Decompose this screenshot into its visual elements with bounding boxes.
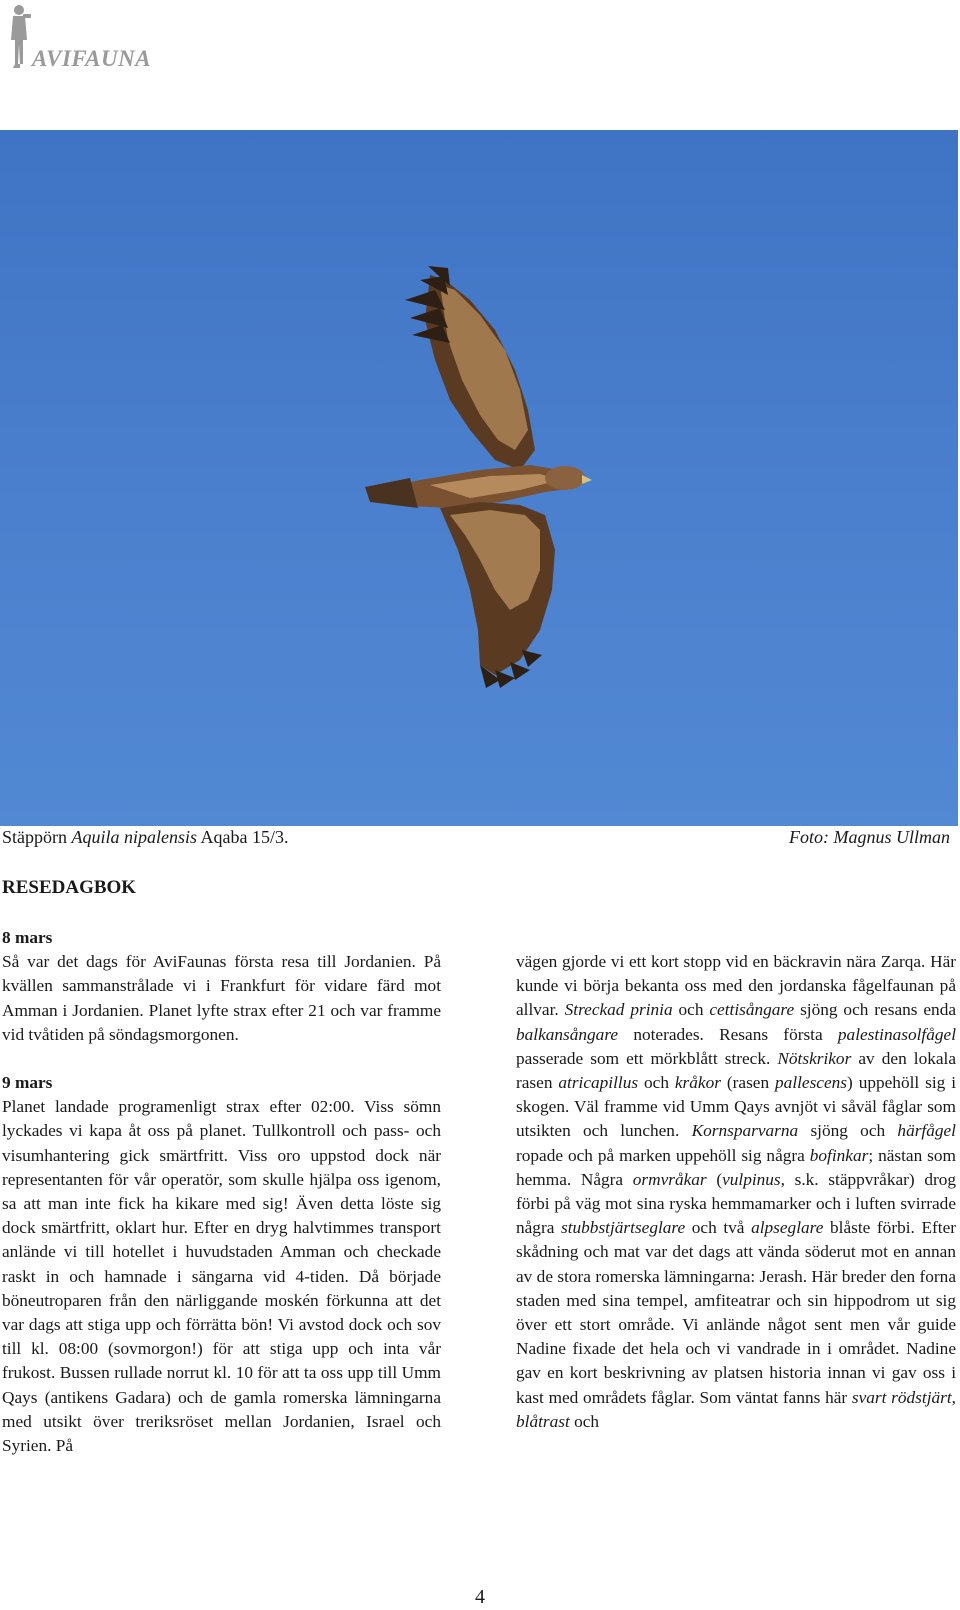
page-number: 4	[475, 1586, 485, 1608]
right-column	[516, 950, 956, 1434]
birdwatcher-silhouette-icon	[4, 2, 34, 72]
day-heading-8-mars: 8 mars	[2, 928, 53, 947]
photo-caption	[2, 827, 950, 848]
right-column-text: vägen gjorde vi ett kort stopp vid en bäckravin nära Zarqa. Här kunde vi börja bekanta oss med den jordanska fågelfaunan på allvar. Streckad prinia och cettisångare sjöng och resans enda balkansångare noterades. Resans första palestinasolfågel passerade som ett mörkblått streck. Nötskrikor av den lokala rasen atricapillus och kråkor (rasen pallescens) uppehöll sig i skogen. Väl framme vid Umm Qays avnjöt vi såväl fåglar som utsikten och lunchen. Kornsparvarna sjöng och härfågel ropade och på marken uppehöll sig några bofinkar; nästan som hemma. Några ormvråkar (vulpinus, s.k. stäppvråkar) drog förbi på väg mot sina ryska hemmamarker och i luften svirrade några stubbstjärtseglare och två alpseglare blåste förbi. Efter skådning och mat var det dags att vända söderut mot en annan av de stora romerska lämningarna: Jerash. Här breder den forna staden med sina tempel, amfiteatrar och sin hippodrom ut sig över ett stort område. Vi anlände något sent men vår guide Nadine fixade det hela och vi vandrade in i området. Nadine gav en kort beskrivning av platsen historia innan vi gav oss i kast med områdets fåglar. Som väntat fanns här svart rödstjärt, blåtrast och	[516, 952, 957, 1431]
eagle-photo	[0, 130, 958, 826]
caption-common-name: Stäppörn	[2, 827, 67, 847]
caption-scientific-name: Aquila nipalensis	[71, 827, 197, 847]
eagle-in-flight-icon	[0, 130, 958, 826]
day-heading-9-mars: 9 mars	[2, 1073, 53, 1093]
avifauna-logo	[4, 2, 174, 74]
photo-credit: Foto: Magnus Ullman	[789, 827, 950, 847]
logo-text: AVIFAUNA	[32, 46, 152, 71]
day-text-9-mars: Planet landade programenligt strax efter 02:00. Viss sömn lyckades vi kapa åt oss på planet. Tullkontroll och pass- och visumhantering gick smärtfritt. Viss oro uppstod dock när representanten för vår operatör, som skulle hjälpa oss igenom, sa att man inte fick ha kikare med sig! Även detta löste sig dock smärtfritt, oklart hur. Efter en dryg halvtimmes transport anlände vi till hotellet i huvudstaden Amman och checkade raskt in och hamnade i sängarna vid 4-tiden. Då började böneutroparen från den närliggande moskén förkunna att det var dags att stiga upp och förrätta bön! Vi avstod dock och sov till kl. 08:00 (sovmorgon!) för att stiga upp och inta vår frukost. Bussen rullade norrut kl. 10 för att ta oss upp till Umm Qays (antikens Gadara) och de gamla romerska lämningarna med utsikt över treriksröset mellan Jordanien, Israel och Syrien. På	[2, 1097, 441, 1456]
left-column	[2, 926, 441, 1458]
caption-location-date: Aqaba 15/3.	[200, 827, 289, 847]
caption-species	[2, 827, 289, 848]
day-text-8-mars: Så var det dags för AviFaunas första resa till Jordanien. På kvällen sammanstrålade vi i Frankfurt för vidare färd mot Amman i Jordanien. Planet lyfte strax efter 21 och var framme vid tvåtiden på söndagsmorgonen.	[2, 952, 441, 1044]
section-title: RESEDAGBOK	[2, 877, 137, 898]
